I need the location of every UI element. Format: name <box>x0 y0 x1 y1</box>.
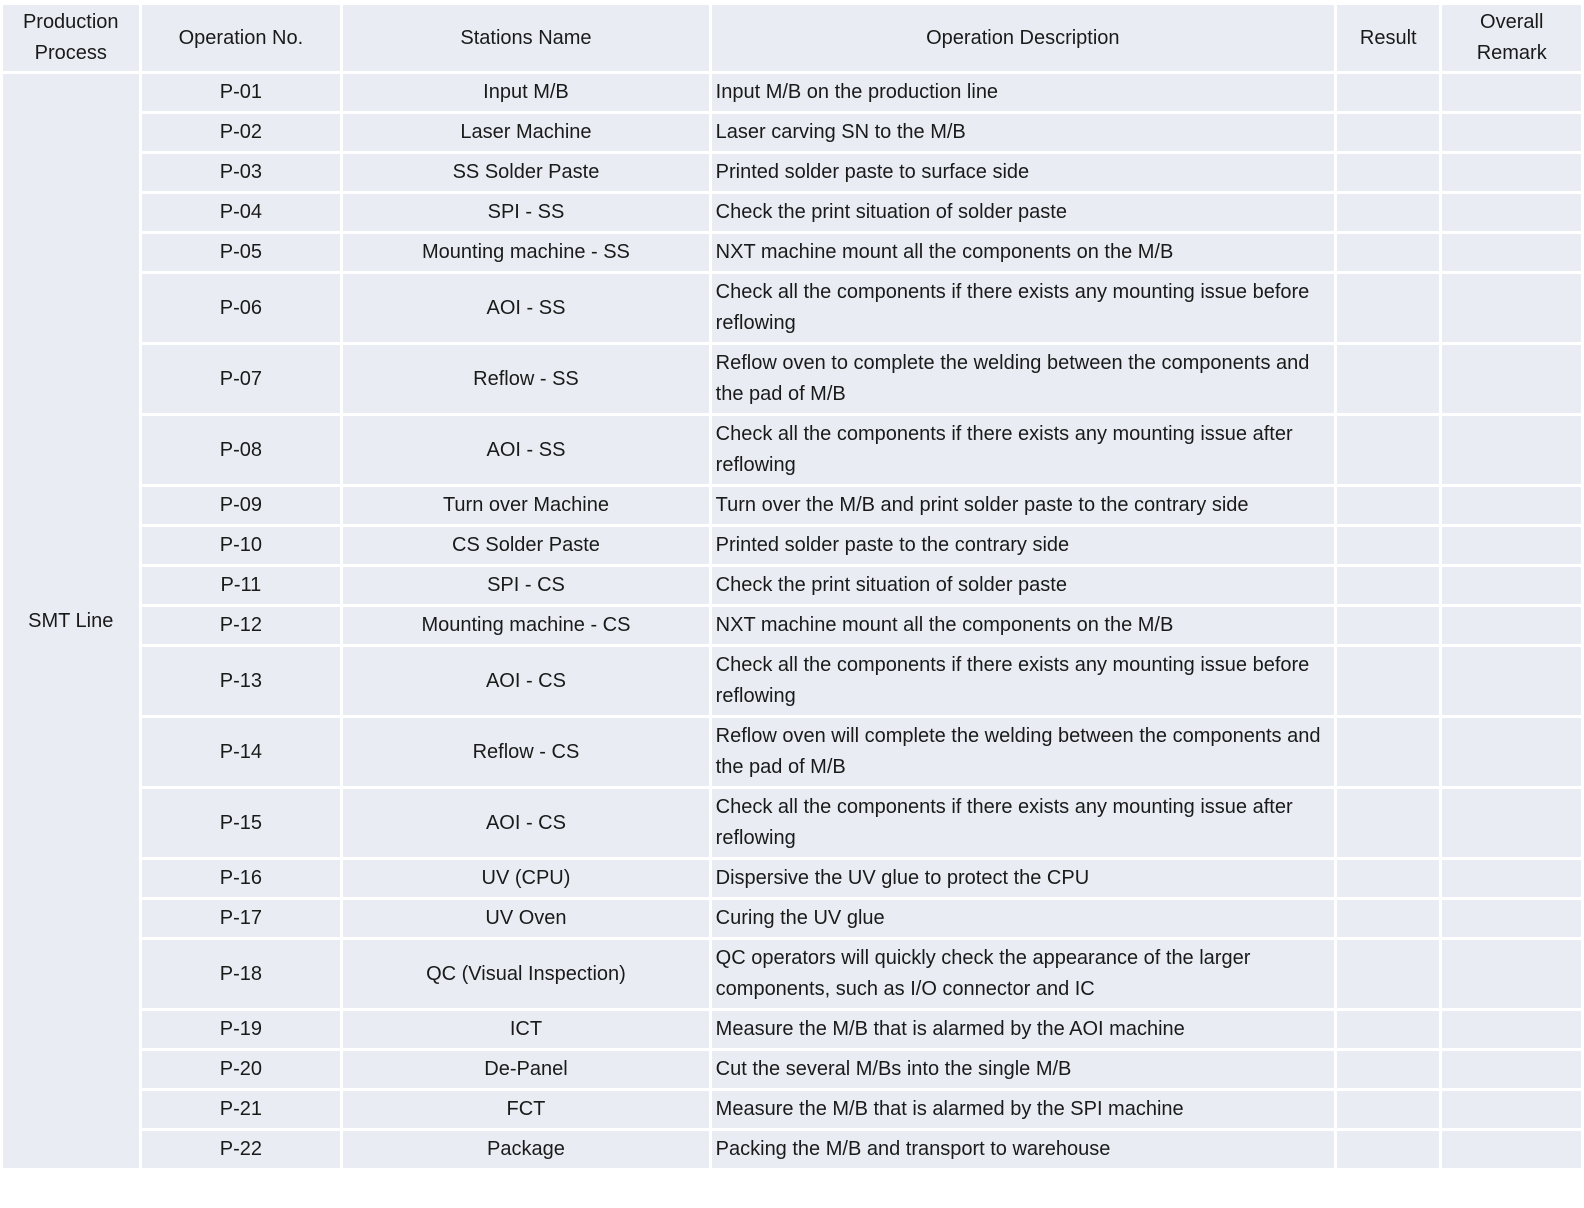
operation-description-cell: Laser carving SN to the M/B <box>712 114 1334 151</box>
operation-description-cell: Reflow oven to complete the welding between the components and the pad of M/B <box>712 345 1334 413</box>
table-row <box>3 487 1581 524</box>
table-header-row <box>3 5 1581 71</box>
table-row <box>3 1091 1581 1128</box>
result-cell <box>1337 345 1439 413</box>
result-cell <box>1337 860 1439 897</box>
production-process-cell: SMT Line <box>3 74 139 1168</box>
operation-no-cell: P-11 <box>142 567 341 604</box>
operation-description-cell: Check the print situation of solder paste <box>712 567 1334 604</box>
result-cell <box>1337 416 1439 484</box>
result-cell <box>1337 789 1439 857</box>
table-row <box>3 114 1581 151</box>
station-name-cell: UV Oven <box>343 900 708 937</box>
result-cell <box>1337 114 1439 151</box>
overall-remark-cell <box>1442 718 1581 786</box>
operation-description-cell: QC operators will quickly check the appearance of the larger components, such as I/O connector and IC <box>712 940 1334 1008</box>
process-table <box>0 2 1584 1171</box>
result-cell <box>1337 567 1439 604</box>
table-row <box>3 647 1581 715</box>
result-cell <box>1337 527 1439 564</box>
result-cell <box>1337 194 1439 231</box>
operation-description-cell: Check all the components if there exists any mounting issue after reflowing <box>712 416 1334 484</box>
table-row <box>3 789 1581 857</box>
table-row <box>3 1051 1581 1088</box>
overall-remark-cell <box>1442 860 1581 897</box>
table-row <box>3 860 1581 897</box>
station-name-cell: UV (CPU) <box>343 860 708 897</box>
operation-no-cell: P-08 <box>142 416 341 484</box>
operation-no-cell: P-01 <box>142 74 341 111</box>
operation-no-cell: P-05 <box>142 234 341 271</box>
operation-description-cell: NXT machine mount all the components on the M/B <box>712 234 1334 271</box>
operation-description-cell: Turn over the M/B and print solder paste to the contrary side <box>712 487 1334 524</box>
operation-no-cell: P-03 <box>142 154 341 191</box>
result-cell <box>1337 74 1439 111</box>
operation-description-cell: Check all the components if there exists any mounting issue before reflowing <box>712 274 1334 342</box>
operation-no-cell: P-20 <box>142 1051 341 1088</box>
overall-remark-cell <box>1442 194 1581 231</box>
operation-description-cell: Check the print situation of solder paste <box>712 194 1334 231</box>
overall-remark-cell <box>1442 1051 1581 1088</box>
operation-no-cell: P-21 <box>142 1091 341 1128</box>
result-cell <box>1337 1011 1439 1048</box>
header-operation-description: Operation Description <box>712 5 1334 71</box>
operation-description-cell: Measure the M/B that is alarmed by the AOI machine <box>712 1011 1334 1048</box>
station-name-cell: ICT <box>343 1011 708 1048</box>
result-cell <box>1337 900 1439 937</box>
result-cell <box>1337 487 1439 524</box>
operation-description-cell: Printed solder paste to the contrary side <box>712 527 1334 564</box>
operation-no-cell: P-19 <box>142 1011 341 1048</box>
operation-no-cell: P-04 <box>142 194 341 231</box>
overall-remark-cell <box>1442 274 1581 342</box>
operation-description-cell: Check all the components if there exists any mounting issue after reflowing <box>712 789 1334 857</box>
station-name-cell: De-Panel <box>343 1051 708 1088</box>
operation-no-cell: P-06 <box>142 274 341 342</box>
station-name-cell: AOI - SS <box>343 416 708 484</box>
table-row <box>3 194 1581 231</box>
overall-remark-cell <box>1442 607 1581 644</box>
overall-remark-cell <box>1442 416 1581 484</box>
result-cell <box>1337 274 1439 342</box>
header-stations-name: Stations Name <box>343 5 708 71</box>
header-operation-no: Operation No. <box>142 5 341 71</box>
result-cell <box>1337 647 1439 715</box>
result-cell <box>1337 607 1439 644</box>
operation-no-cell: P-17 <box>142 900 341 937</box>
operation-no-cell: P-15 <box>142 789 341 857</box>
operation-description-cell: Input M/B on the production line <box>712 74 1334 111</box>
result-cell <box>1337 940 1439 1008</box>
table-row <box>3 1131 1581 1168</box>
result-cell <box>1337 154 1439 191</box>
station-name-cell: Turn over Machine <box>343 487 708 524</box>
operation-description-cell: Check all the components if there exists any mounting issue before reflowing <box>712 647 1334 715</box>
overall-remark-cell <box>1442 527 1581 564</box>
operation-description-cell: Dispersive the UV glue to protect the CPU <box>712 860 1334 897</box>
station-name-cell: Reflow - CS <box>343 718 708 786</box>
operation-no-cell: P-18 <box>142 940 341 1008</box>
station-name-cell: Mounting machine - SS <box>343 234 708 271</box>
overall-remark-cell <box>1442 154 1581 191</box>
table-row <box>3 234 1581 271</box>
operation-description-cell: Measure the M/B that is alarmed by the SPI machine <box>712 1091 1334 1128</box>
table-row <box>3 74 1581 111</box>
header-overall-remark: Overall Remark <box>1442 5 1581 71</box>
station-name-cell: Reflow - SS <box>343 345 708 413</box>
operation-no-cell: P-22 <box>142 1131 341 1168</box>
overall-remark-cell <box>1442 789 1581 857</box>
overall-remark-cell <box>1442 647 1581 715</box>
table-row <box>3 527 1581 564</box>
table-row <box>3 900 1581 937</box>
header-result: Result <box>1337 5 1439 71</box>
station-name-cell: SPI - CS <box>343 567 708 604</box>
station-name-cell: AOI - SS <box>343 274 708 342</box>
station-name-cell: Mounting machine - CS <box>343 607 708 644</box>
operation-no-cell: P-12 <box>142 607 341 644</box>
table-row <box>3 274 1581 342</box>
operation-description-cell: Cut the several M/Bs into the single M/B <box>712 1051 1334 1088</box>
station-name-cell: FCT <box>343 1091 708 1128</box>
station-name-cell: Laser Machine <box>343 114 708 151</box>
station-name-cell: SPI - SS <box>343 194 708 231</box>
station-name-cell: Package <box>343 1131 708 1168</box>
table-row <box>3 607 1581 644</box>
operation-no-cell: P-02 <box>142 114 341 151</box>
table-row <box>3 416 1581 484</box>
overall-remark-cell <box>1442 114 1581 151</box>
operation-no-cell: P-07 <box>142 345 341 413</box>
station-name-cell: AOI - CS <box>343 789 708 857</box>
table-row <box>3 1011 1581 1048</box>
station-name-cell: AOI - CS <box>343 647 708 715</box>
header-production-process: Production Process <box>3 5 139 71</box>
operation-description-cell: NXT machine mount all the components on the M/B <box>712 607 1334 644</box>
table-row <box>3 154 1581 191</box>
overall-remark-cell <box>1442 74 1581 111</box>
result-cell <box>1337 718 1439 786</box>
overall-remark-cell <box>1442 1011 1581 1048</box>
table-row <box>3 718 1581 786</box>
result-cell <box>1337 234 1439 271</box>
overall-remark-cell <box>1442 900 1581 937</box>
operation-no-cell: P-09 <box>142 487 341 524</box>
operation-description-cell: Curing the UV glue <box>712 900 1334 937</box>
station-name-cell: Input M/B <box>343 74 708 111</box>
operation-no-cell: P-13 <box>142 647 341 715</box>
operation-no-cell: P-14 <box>142 718 341 786</box>
overall-remark-cell <box>1442 567 1581 604</box>
station-name-cell: CS Solder Paste <box>343 527 708 564</box>
overall-remark-cell <box>1442 940 1581 1008</box>
table-row <box>3 567 1581 604</box>
table-row <box>3 345 1581 413</box>
result-cell <box>1337 1051 1439 1088</box>
result-cell <box>1337 1091 1439 1128</box>
station-name-cell: SS Solder Paste <box>343 154 708 191</box>
overall-remark-cell <box>1442 234 1581 271</box>
result-cell <box>1337 1131 1439 1168</box>
operation-description-cell: Reflow oven will complete the welding between the components and the pad of M/B <box>712 718 1334 786</box>
table-row <box>3 940 1581 1008</box>
table-body <box>3 74 1581 1168</box>
overall-remark-cell <box>1442 487 1581 524</box>
station-name-cell: QC (Visual Inspection) <box>343 940 708 1008</box>
operation-description-cell: Printed solder paste to surface side <box>712 154 1334 191</box>
operation-no-cell: P-10 <box>142 527 341 564</box>
overall-remark-cell <box>1442 1131 1581 1168</box>
operation-no-cell: P-16 <box>142 860 341 897</box>
overall-remark-cell <box>1442 1091 1581 1128</box>
overall-remark-cell <box>1442 345 1581 413</box>
operation-description-cell: Packing the M/B and transport to warehouse <box>712 1131 1334 1168</box>
